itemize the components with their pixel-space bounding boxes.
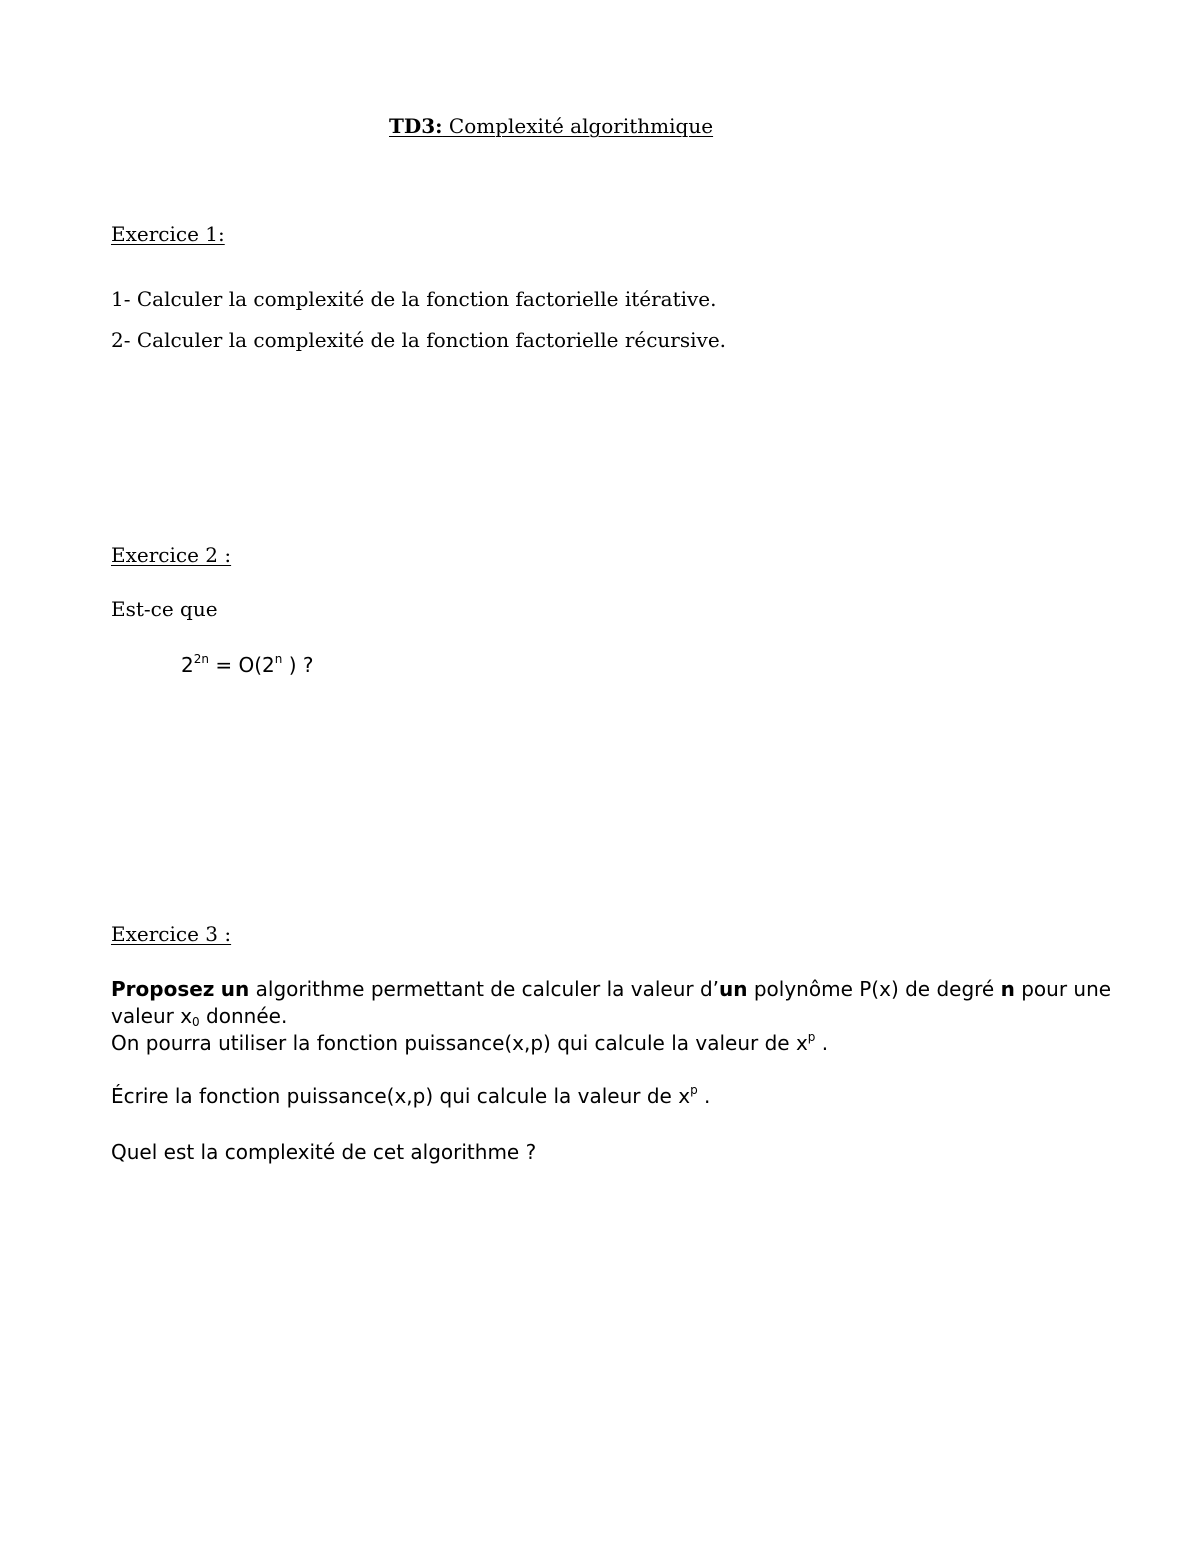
p3-text: Écrire la fonction puissance(x,p) qui calcule la valeur de x (111, 1084, 691, 1108)
formula-exponent-left: 2n (193, 652, 209, 666)
word-n: n (1000, 977, 1015, 1001)
document-title (389, 114, 713, 138)
formula-end: ) ? (282, 653, 314, 677)
exercise-3-paragraph-4: Quel est la complexité de cet algorithme ? (111, 1140, 537, 1164)
p1-text-2: polynôme P(x) de degré (747, 977, 1001, 1001)
word-un-2: un (719, 977, 748, 1001)
exercise-3-heading: Exercice 3 : (111, 922, 232, 946)
word-proposez: Proposez (111, 977, 215, 1001)
exercise-1-question-1: 1- Calculer la complexité de la fonction factorielle itérative. (111, 287, 717, 311)
formula-base: 2 (181, 653, 194, 677)
exercise-1-question-2: 2- Calculer la complexité de la fonction factorielle récursive. (111, 328, 727, 352)
exercise-3-paragraph-2 (111, 1031, 828, 1055)
p3-end: . (697, 1084, 711, 1108)
p2-superscript: p (807, 1030, 816, 1044)
exercise-3-paragraph-3 (111, 1084, 710, 1108)
formula-exponent-right: n (274, 652, 283, 666)
exercise-1-heading: Exercice 1: (111, 222, 225, 246)
exercise-3-paragraph-1-line-2 (111, 1004, 287, 1028)
title-text: Complexité algorithmique (442, 114, 714, 138)
title-label: TD3: (389, 114, 443, 138)
p3-superscript: p (690, 1083, 698, 1097)
p2-text: On pourra utiliser la fonction puissance(x,p) qui calcule la valeur de x (111, 1031, 808, 1055)
p2-end: . (815, 1031, 829, 1055)
exercise-2-intro: Est-ce que (111, 597, 218, 621)
word-un: un (220, 977, 250, 1001)
formula-middle: = O(2 (208, 653, 275, 677)
exercise-2-heading: Exercice 2 : (111, 543, 232, 567)
p1-text-3: pour une (1014, 977, 1112, 1001)
exercise-3-paragraph-1-line-1 (111, 977, 1111, 1001)
exercise-2-formula (181, 653, 313, 677)
p1-line2-text-1: valeur x (111, 1004, 193, 1028)
p1-line2-text-2: donnée. (199, 1004, 288, 1028)
p1-text-1: algorithme permettant de calculer la valeur d’ (249, 977, 720, 1001)
p1-line2-subscript: 0 (192, 1015, 200, 1029)
